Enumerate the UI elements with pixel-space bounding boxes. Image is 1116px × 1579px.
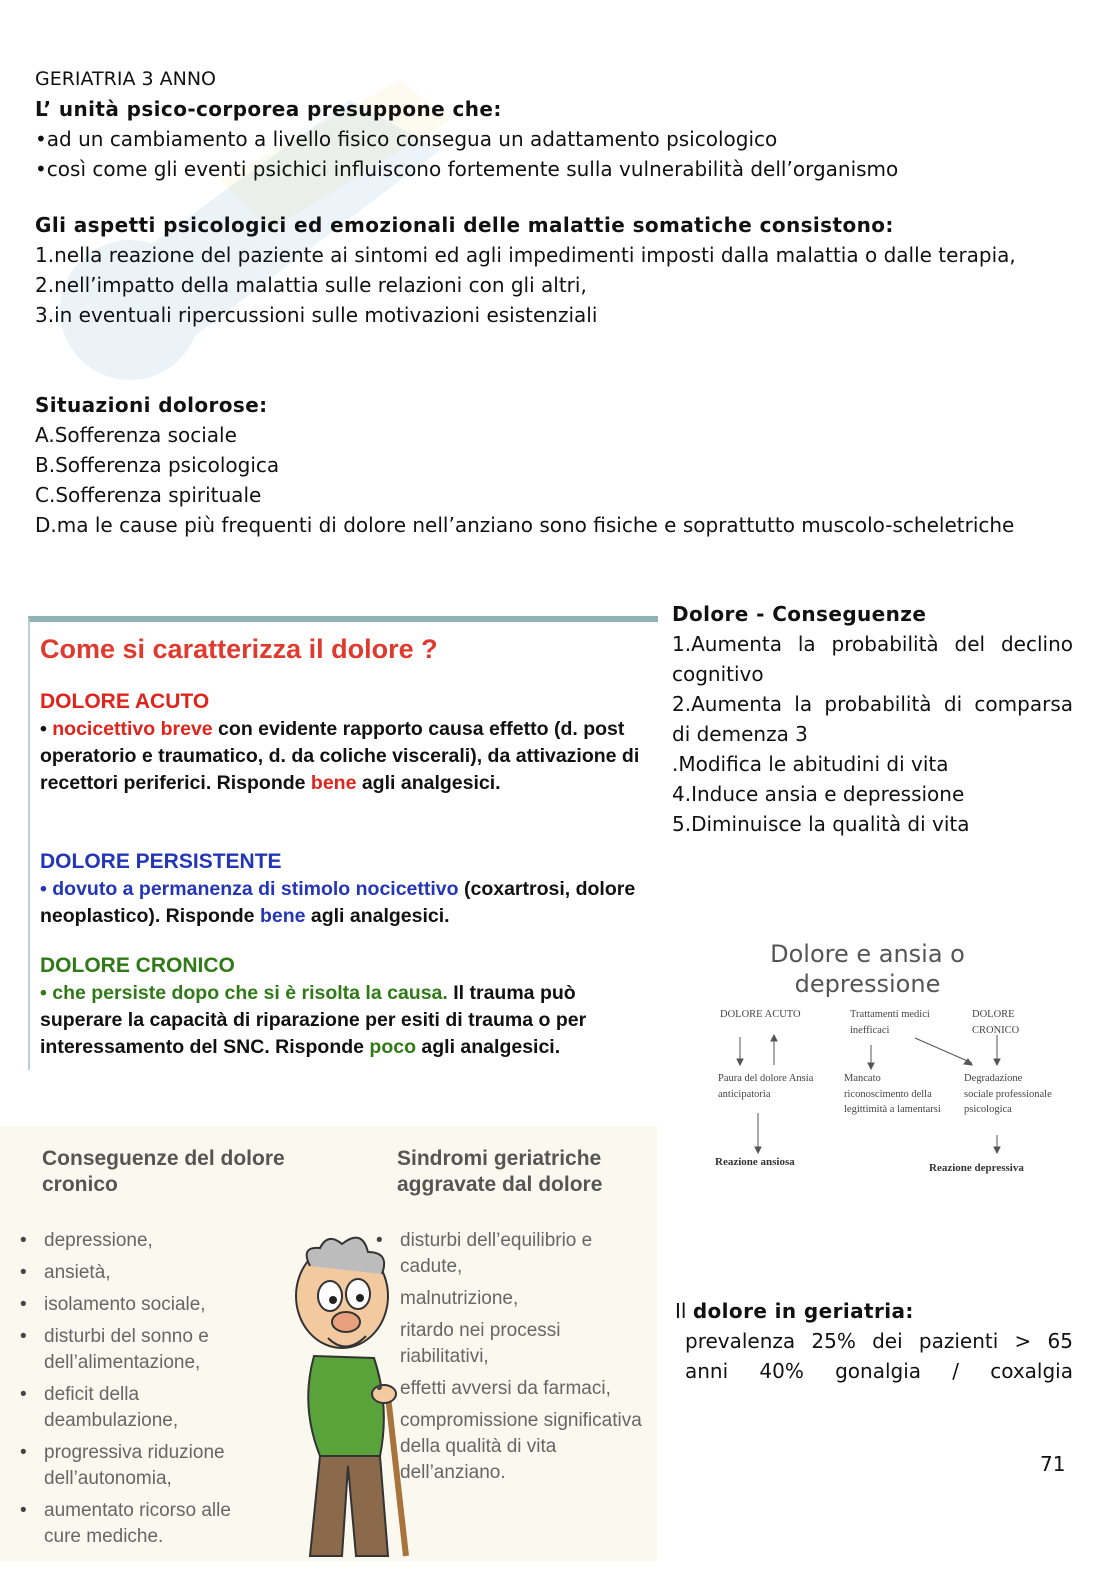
section3 [35, 390, 1073, 540]
geriatric-pain-heading: Il dolore in geriatria: [675, 1299, 914, 1323]
section1-bullet: •ad un cambiamento a livello fisico consegua un adattamento psicologico [35, 127, 778, 151]
diagram-fear-label: Paura del dolore Ansia anticipatoria [718, 1073, 814, 1100]
list-item: • disturbi dell’equilibrio e cadute, [376, 1228, 648, 1280]
list-item: • aumentato ricorso alle cure mediche. [20, 1498, 270, 1550]
list-item: • effetti avversi da farmaci, [376, 1376, 648, 1402]
slide-title: Come si caratterizza il dolore ? [40, 634, 438, 664]
section3-heading: Situazioni dolorose: [35, 393, 268, 417]
list-item: • deficit della deambulazione, [20, 1382, 270, 1434]
section2-heading: Gli aspetti psicologici ed emozionali delle malattie somatiche consistono: [35, 213, 894, 237]
panel-left-list [20, 1228, 270, 1556]
chronic-pain-text: • che persiste dopo che si è risolta la causa. Il trauma può superare la capacità di riparazione per esiti di trauma o per interessamento del SNC. Risponde poco agli analgesici. [40, 982, 587, 1058]
anxiety-depression-diagram [700, 935, 1070, 1185]
list-item: • isolamento sociale, [20, 1292, 270, 1318]
section1-bullet: •così come gli eventi psichici influiscono fortemente sulla vulnerabilità dell’organismo [35, 157, 899, 181]
section3-item: D.ma le cause più frequenti di dolore nell’anziano sono fisiche e soprattutto muscolo-scheletriche [35, 513, 1015, 537]
diagram-depressive-reaction: Reazione depressiva [929, 1162, 1024, 1174]
diagram-recognition-label: Mancato riconoscimento della legittimità a lamentarsi [844, 1073, 941, 1115]
diagram-arrows [700, 935, 1070, 1185]
section2-item: 1.nella reazione del paziente ai sintomi ed agli impedimenti imposti dalla malattia o dalle terapia, [35, 243, 1016, 267]
diagram-treatment-label: Trattamenti medici inefficaci [850, 1009, 930, 1036]
panel-right-list [376, 1228, 648, 1492]
consequence-item: 2.Aumenta la probabilità di comparsa di demenza 3 [672, 692, 1073, 746]
list-item: ritardo nei processi riabilitativi, [400, 1320, 561, 1367]
document-title: GERIATRIA 3 ANNO [35, 68, 217, 90]
diagram-chronic-label: DOLORE CRONICO [972, 1009, 1020, 1036]
diagram-acute-label: DOLORE ACUTO [720, 1009, 801, 1020]
section3-item: C.Sofferenza spirituale [35, 483, 262, 507]
pain-characterization-slide [28, 616, 658, 1070]
list-item: compromissione significativa della qualità di vita dell’anziano. [400, 1410, 642, 1483]
list-item: malnutrizione, [400, 1288, 519, 1309]
consequences-heading: Dolore - Conseguenze [672, 602, 927, 626]
section2-item: 3.in eventuali ripercussioni sulle motivazioni esistenziali [35, 303, 598, 327]
document-header [35, 64, 1073, 184]
pain-consequences-list [672, 599, 1073, 839]
chronic-pain-panel [0, 1126, 657, 1561]
section2-item: 2.nell’impatto della malattia sulle relazioni con gli altri, [35, 273, 587, 297]
diagram-title: Dolore e ansia o depressione [770, 940, 965, 998]
list-item: • disturbi del sonno e dell’alimentazione, [20, 1324, 270, 1376]
consequence-item: 4.Induce ansia e depressione [672, 782, 965, 806]
section1-heading: L’ unità psico-corporea presuppone che: [35, 97, 502, 121]
persistent-pain-heading: DOLORE PERSISTENTE [40, 850, 282, 873]
diagram-anxious-reaction: Reazione ansiosa [715, 1156, 795, 1168]
list-item: • progressiva riduzione dell’autonomia, [20, 1440, 270, 1492]
panel-left-heading: Conseguenze del dolore cronico [42, 1147, 285, 1196]
panel-right-heading: Sindromi geriatriche aggravate dal dolore [397, 1147, 603, 1196]
list-item: • ansietà, [20, 1260, 270, 1286]
consequence-item: 5.Diminuisce la qualità di vita [672, 812, 970, 836]
diagram-degradation-label: Degradazione sociale professionale psicologica [964, 1073, 1052, 1115]
acute-pain-heading: DOLORE ACUTO [40, 690, 210, 713]
page-number: 71 [1040, 1452, 1066, 1476]
geriatric-pain-section [675, 1296, 1073, 1386]
acute-pain-text: • nocicettivo breve con evidente rapporto causa effetto (d. post operatorio e traumatico, d. da coliche viscerali), da attivazione di recettori periferici. Risponde bene agli analgesici. [40, 718, 640, 794]
consequence-item: 1.Aumenta la probabilità del declino cognitivo [672, 632, 1073, 686]
consequence-item: .Modifica le abitudini di vita [672, 752, 949, 776]
persistent-pain-text: • dovuto a permanenza di stimolo nocicettivo (coxartrosi, dolore neoplastico). Risponde bene agli analgesici. [40, 878, 636, 927]
section3-item: B.Sofferenza psicologica [35, 453, 280, 477]
section3-item: A.Sofferenza sociale [35, 423, 237, 447]
section2 [35, 210, 1073, 330]
chronic-pain-heading: DOLORE CRONICO [40, 954, 235, 977]
list-item: • depressione, [20, 1228, 270, 1254]
geriatric-pain-text: prevalenza 25% dei pazienti > 65 anni 40% gonalgia / coxalgia [685, 1329, 1073, 1383]
